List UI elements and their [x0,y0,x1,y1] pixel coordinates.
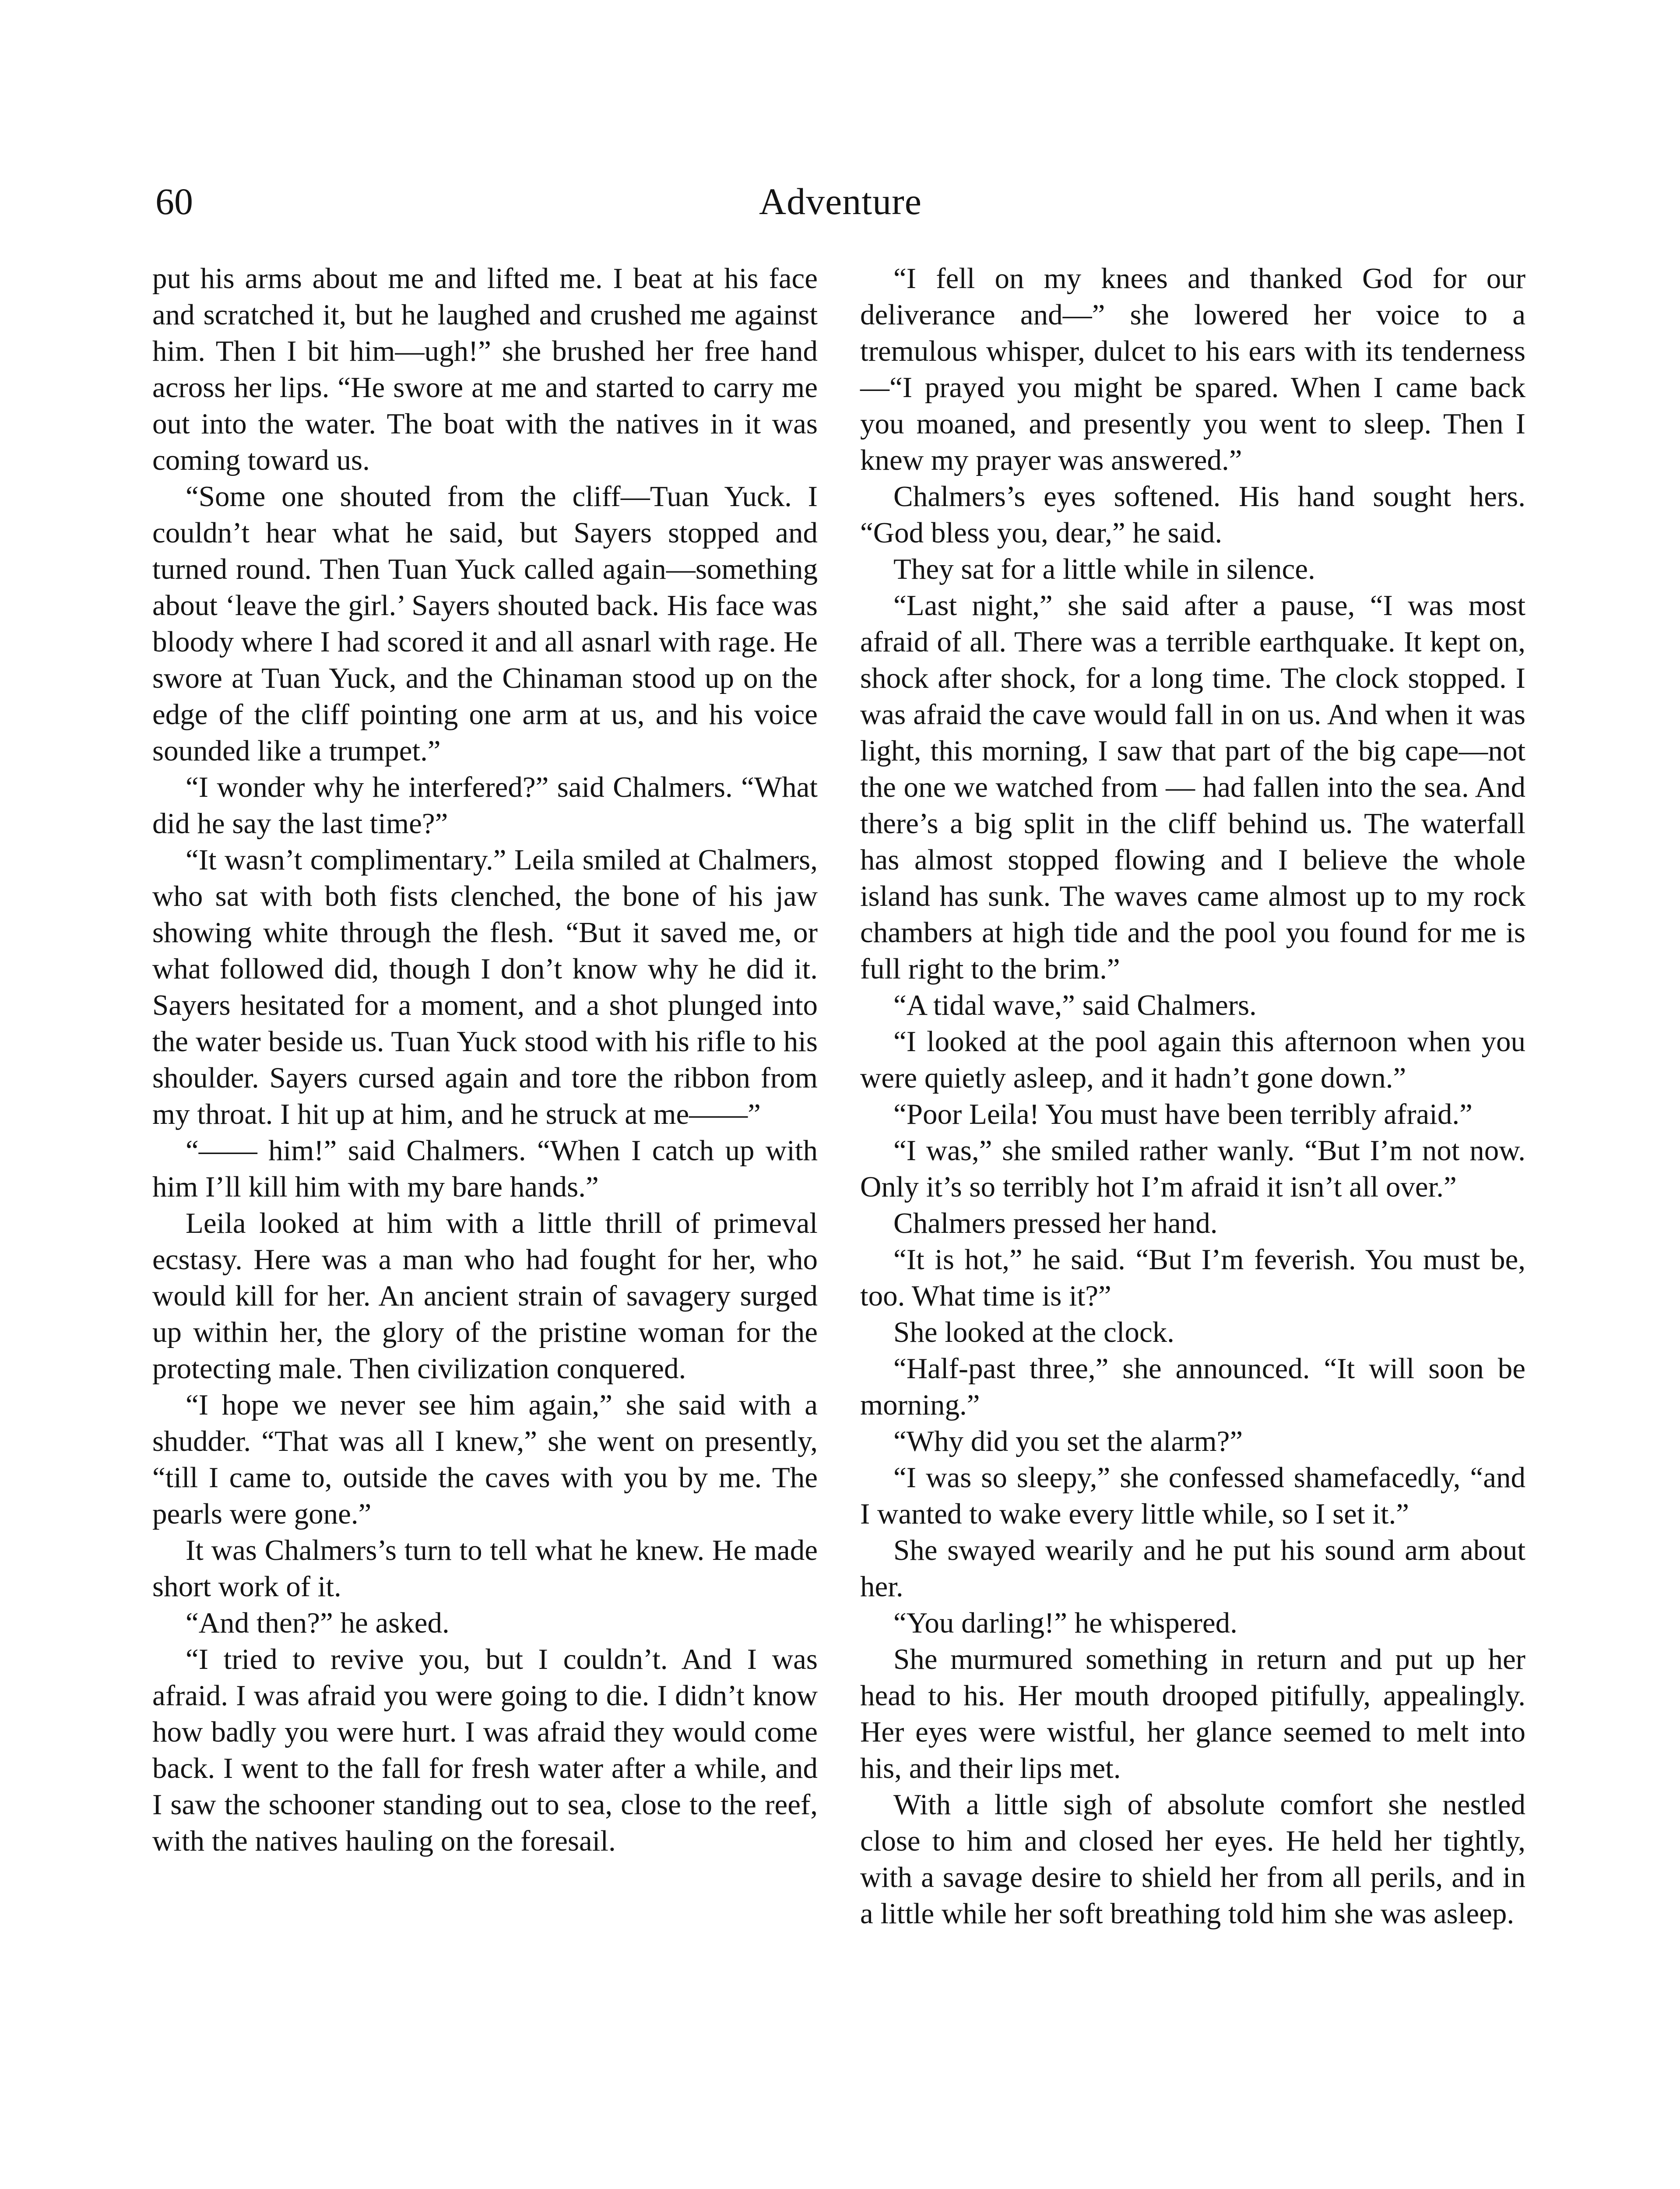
paragraph: Leila looked at him with a little thrill of primeval ecstasy. Here was a man who had fought for her, who would kill for her. An ancient strain of savagery surged up within her, the glory of the pristine woman for the protecting male. Then civilization conquered. [152,1207,818,1385]
paragraph: “I looked at the pool again this afternoon when you were quietly asleep, and it hadn’t gone down.” [860,1025,1525,1094]
paragraph: She murmured something in return and put up her head to his. Her mouth drooped pitifully, appealingly. Her eyes were wistful, her glance seemed to melt into his, and their lips met. [860,1643,1525,1784]
paragraph: “I hope we never see him again,” she said with a shudder. “That was all I knew,” she went on presently, “till I came to, outside the caves with you by me. The pearls were gone.” [152,1389,818,1530]
page-number: 60 [155,180,193,222]
paragraph: “I tried to revive you, but I couldn’t. And I was afraid. I was afraid you were going to die. I didn’t know how badly you were hurt. I was afraid they would come back. I went to the fall for fresh water after a while, and I saw the schooner standing out to sea, close to the reef, with the natives hauling on the foresail. [152,1643,818,1857]
paragraph: She swayed wearily and he put his sound arm about her. [860,1534,1525,1603]
paragraph: “It wasn’t complimentary.” Leila smiled at Chalmers, who sat with both fists clenched, the bone of his jaw showing white through the flesh. “But it saved me, or what followed did, though I don’t know why he did it. Sayers hesitated for a moment, and a shot plunged into the water beside us. Tuan Yuck stood with his rifle to his shoulder. Sayers cursed again and tore the ribbon from my throat. I hit up at him, and he struck at me——” [152,844,818,1130]
paragraph: “Why did you set the alarm?” [893,1425,1243,1457]
paragraph: Chalmers’s eyes softened. His hand sought hers. “God bless you, dear,” he said. [860,480,1525,549]
paragraph: “Some one shouted from the cliff—Tuan Yuck. I couldn’t hear what he said, but Sayers stopped and turned round. Then Tuan Yuck called again—something about ‘leave the girl.’ Sayers shouted back. His face was bloody where I had scored it and all asnarl with rage. He swore at Tuan Yuck, and the Chinaman stood up on the edge of the cliff pointing one arm at us, and his voice sounded like a trumpet.” [152,480,818,767]
paragraph: “And then?” he asked. [186,1607,450,1639]
paragraph: “Half-past three,” she announced. “It will soon be morning.” [860,1352,1525,1421]
paragraph: “A tidal wave,” said Chalmers. [893,989,1257,1021]
paragraph: She looked at the clock. [893,1316,1174,1348]
paragraph: Chalmers pressed her hand. [893,1207,1218,1239]
paragraph: “It is hot,” he said. “But I’m feverish. You must be, too. What time is it?” [860,1243,1525,1312]
paragraph: It was Chalmers’s turn to tell what he knew. He made short work of it. [152,1534,818,1603]
paragraph: “You darling!” he whispered. [893,1607,1237,1639]
paragraph: “Last night,” she said after a pause, “I was most afraid of all. There was a terrible earthquake. It kept on, shock after shock, for a long time. The clock stopped. I was afraid the cave would fall in on us. And when it was light, this morning, I saw that part of the big cape—not the one we watched from — had fallen into the sea. And there’s a big split in the cliff behind us. The waterfall has almost stopped flowing and I believe the whole island has sunk. The waves came almost up to my rock chambers at high tide and the pool you found for me is full right to the brim.” [860,589,1525,985]
paragraph: “—— him!” said Chalmers. “When I catch up with him I’ll kill him with my bare hands.” [152,1134,818,1203]
paragraph: “I was so sleepy,” she confessed shamefacedly, “and I wanted to wake every little while, so I set it.” [860,1461,1525,1530]
running-title: Adventure [759,180,922,222]
paragraph: “I was,” she smiled rather wanly. “But I’m not now. Only it’s so terribly hot I’m afraid it isn’t all over.” [860,1134,1525,1203]
left-column [152,260,818,1859]
paragraph: They sat for a little while in silence. [893,553,1315,585]
page-header [155,177,1525,225]
paragraph: “I wonder why he interfered?” said Chalmers. “What did he say the last time?” [152,771,818,840]
right-column [860,260,1525,1932]
paragraph: “Poor Leila! You must have been terribly afraid.” [893,1098,1473,1130]
paragraph: put his arms about me and lifted me. I beat at his face and scratched it, but he laughed and crushed me against him. Then I bit him—ugh!” she brushed her free hand across her lips. “He swore at me and started to carry me out into the water. The boat with the natives in it was coming toward us. [152,262,818,476]
paragraph: “I fell on my knees and thanked God for our deliverance and—” she lowered her voice to a tremulous whisper, dulcet to his ears with its tenderness—“I prayed you might be spared. When I came back you moaned, and presently you went to sleep. Then I knew my prayer was answered.” [860,262,1525,476]
paragraph: With a little sigh of absolute comfort she nestled close to him and closed her eyes. He held her tightly, with a savage desire to shield her from all perils, and in a little while her soft breathing told him she was asleep. [860,1788,1525,1930]
